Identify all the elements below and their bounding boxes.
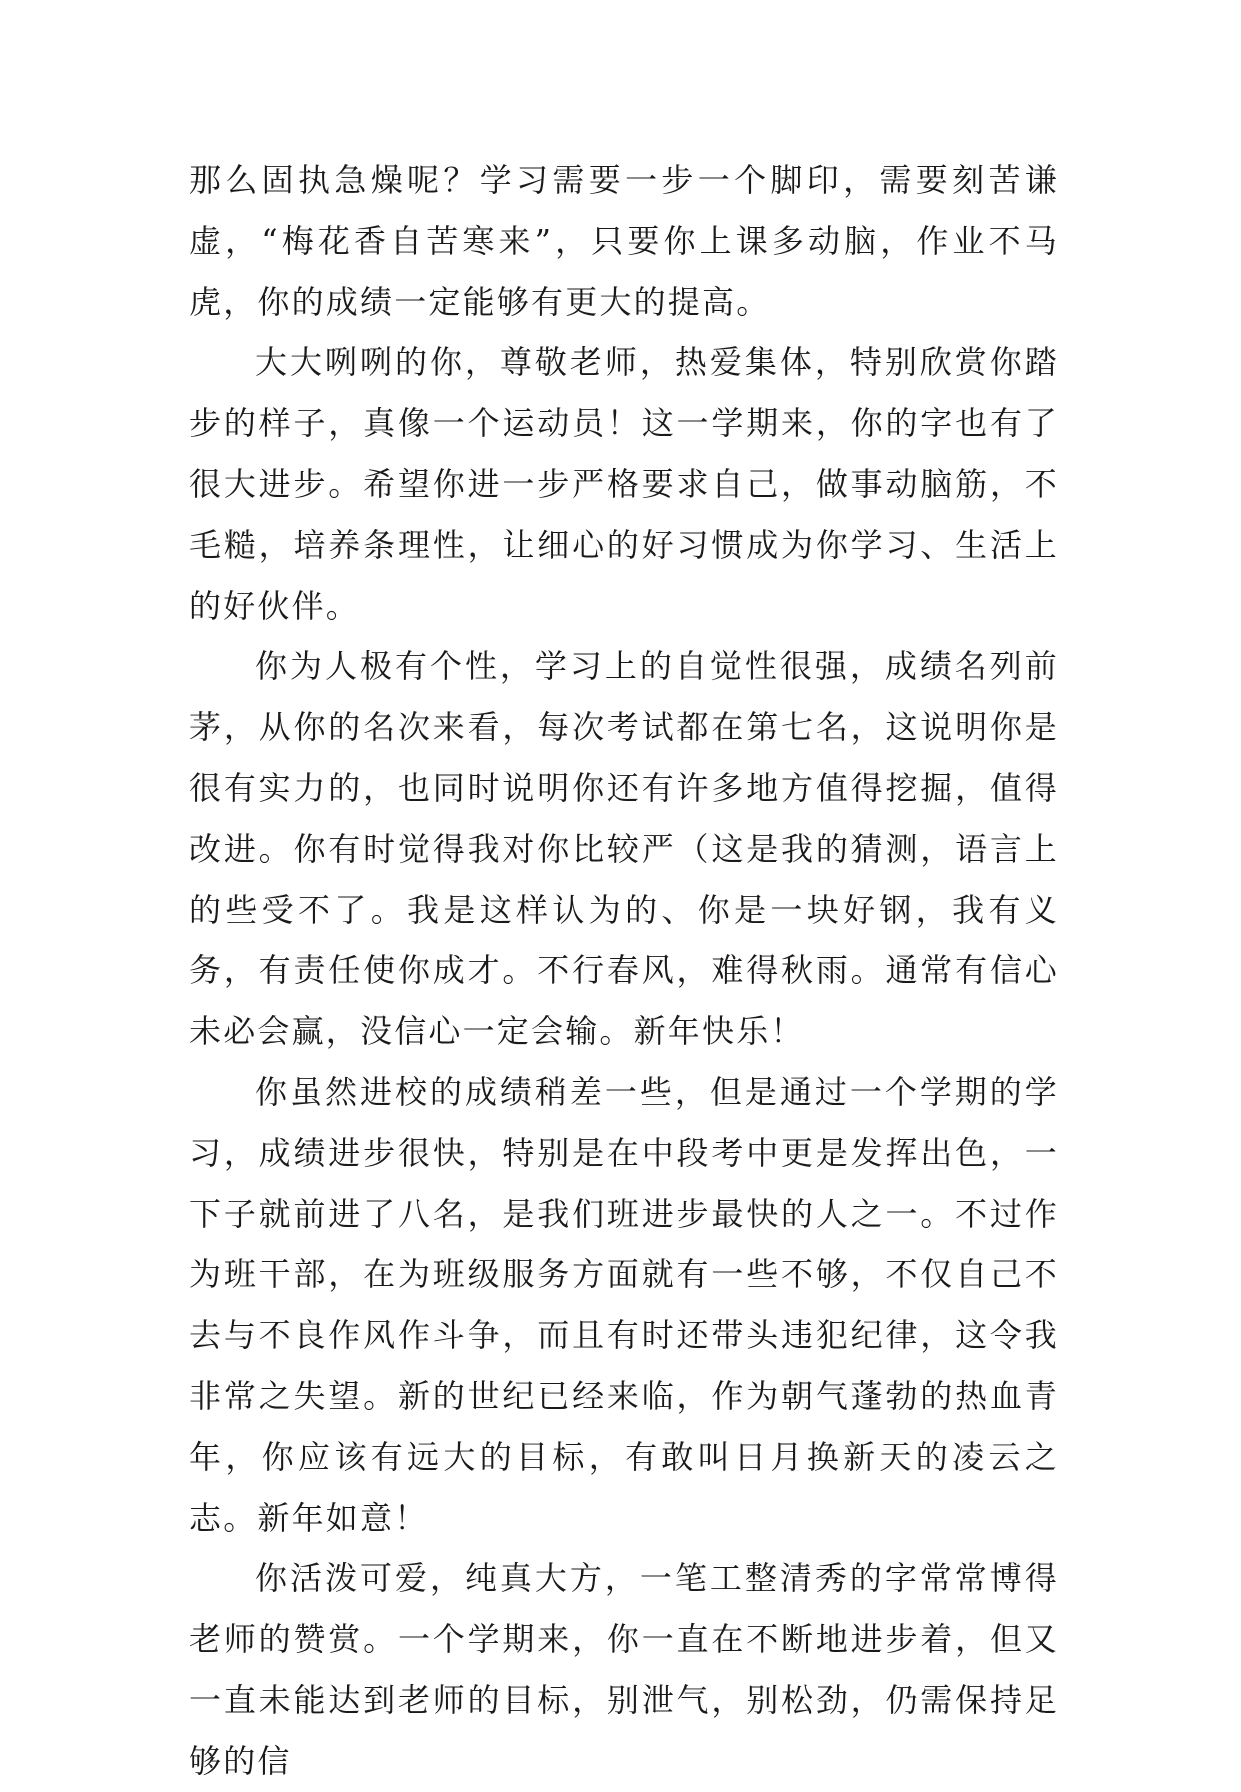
paragraph-continuation: 那么固执急燥呢？学习需要一步一个脚印，需要刻苦谦虚，“梅花香自苦寒来”，只要你上课多动脑，作业不马虎，你的成绩一定能够有更大的提高。: [189, 161, 1059, 321]
paragraph-comment-4: 你虽然进校的成绩稍差一些，但是通过一个学期的学习，成绩进步很快，特别是在中段考中更是发挥出色，一下子就前进了八名，是我们班进步最快的人之一。不过作为班干部，在为班级服务方面就有一些不够，不仅自己不去与不良作风作斗争，而且有时还带头违犯纪律，这令我非常之失望。新的世纪已经来临，作为朝气蓬勃的热血青年，你应该有远大的目标，有敢叫日月换新天的凌云之志。新年如意！: [189, 1072, 1059, 1537]
paragraph-comment-2: 大大咧咧的你，尊敬老师，热爱集体，特别欣赏你踏步的样子，真像一个运动员！这一学期来，你的字也有了很大进步。希望你进一步严格要求自己，做事动脑筋，不毛糙，培养条理性，让细心的好习惯成为你学习、生活上的好伙伴。: [189, 343, 1059, 625]
paragraph-comment-5: 你活泼可爱，纯真大方，一笔工整清秀的字常常博得老师的赞赏。一个学期来，你一直在不断地进步着，但又一直未能达到老师的目标，别泄气，别松劲，仍需保持足够的信: [189, 1559, 1059, 1780]
paragraph-comment-3: 你为人极有个性，学习上的自觉性很强，成绩名列前茅，从你的名次来看，每次考试都在第七名，这说明你是很有实力的，也同时说明你还有许多地方值得挖掘，值得改进。你有时觉得我对你比较严（这是我的猜测，语言上的些受不了。我是这样认为的、你是一块好钢，我有义务，有责任使你成才。不行春风，难得秋雨。通常有信心未必会赢，没信心一定会输。新年快乐！: [189, 647, 1059, 1051]
document-body: [189, 150, 1059, 1792]
